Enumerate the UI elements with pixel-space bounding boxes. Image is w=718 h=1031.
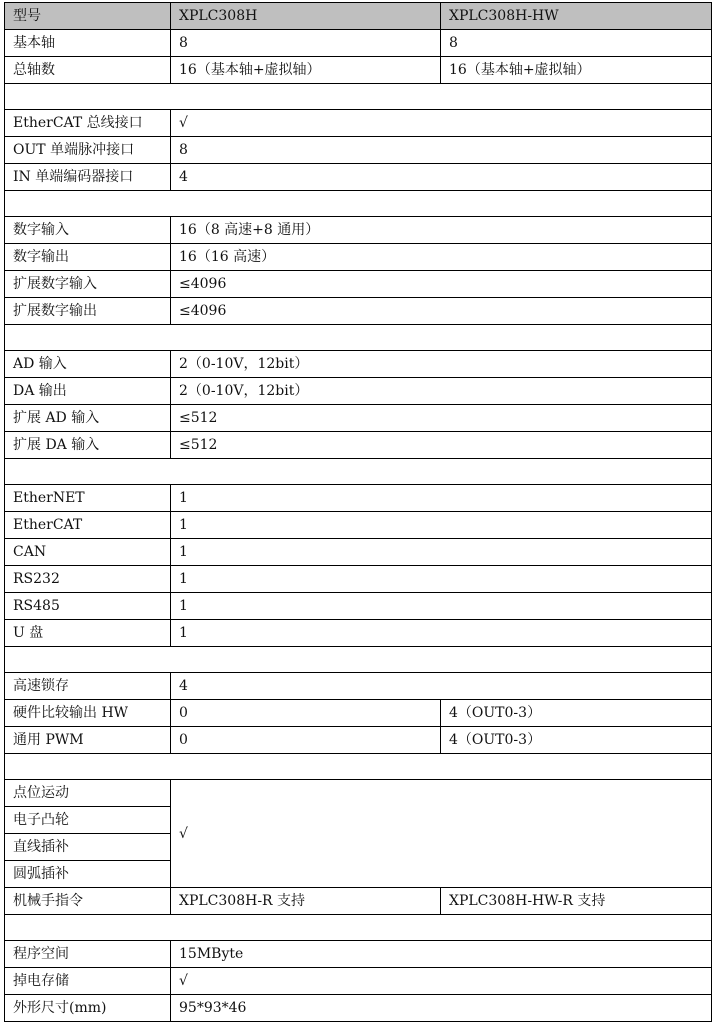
row-label: RS485 — [5, 593, 171, 620]
row-value: 1 — [171, 593, 712, 620]
row-value: 1 — [171, 512, 712, 539]
spacer-row — [5, 647, 712, 673]
row-value: 95*93*46 — [171, 995, 712, 1022]
row-value: √ — [171, 110, 712, 137]
spacer-cell — [5, 647, 712, 673]
table-row — [5, 378, 712, 405]
table-row — [5, 968, 712, 995]
row-label: 点位运动 — [5, 780, 171, 807]
row-label: 总轴数 — [5, 57, 171, 84]
row-value: 16（基本轴+虚拟轴） — [441, 57, 712, 84]
table-row — [5, 271, 712, 298]
motion-check-cell: √ — [171, 780, 712, 888]
row-value: 2（0-10V，12bit） — [171, 351, 712, 378]
table-row — [5, 780, 712, 807]
table-row — [5, 432, 712, 459]
row-value: 15MByte — [171, 941, 712, 968]
table-row — [5, 57, 712, 84]
header-model-b: XPLC308H-HW — [441, 3, 712, 30]
table-row — [5, 405, 712, 432]
row-label: 外形尺寸(mm) — [5, 995, 171, 1022]
row-value: ≤512 — [171, 405, 712, 432]
row-label: 基本轴 — [5, 30, 171, 57]
row-label: 扩展 AD 输入 — [5, 405, 171, 432]
row-label: 数字输出 — [5, 244, 171, 271]
row-label: 扩展 DA 输入 — [5, 432, 171, 459]
table-row — [5, 512, 712, 539]
table-row — [5, 673, 712, 700]
row-value: XPLC308H-HW-R 支持 — [441, 888, 712, 915]
table-row — [5, 485, 712, 512]
spacer-cell — [5, 459, 712, 485]
table-row — [5, 110, 712, 137]
row-value: 4 — [171, 673, 712, 700]
row-label: 直线插补 — [5, 834, 171, 861]
table-row — [5, 995, 712, 1022]
spacer-cell — [5, 325, 712, 351]
row-value: 1 — [171, 566, 712, 593]
row-label: OUT 单端脉冲接口 — [5, 137, 171, 164]
row-label: 扩展数字输出 — [5, 298, 171, 325]
table-row — [5, 566, 712, 593]
row-label: EtherCAT — [5, 512, 171, 539]
row-label: 硬件比较输出 HW — [5, 700, 171, 727]
row-label: CAN — [5, 539, 171, 566]
row-label: U 盘 — [5, 620, 171, 647]
table-row — [5, 244, 712, 271]
row-label: EtherCAT 总线接口 — [5, 110, 171, 137]
table-row — [5, 298, 712, 325]
spacer-cell — [5, 84, 712, 110]
row-label: 掉电存储 — [5, 968, 171, 995]
spacer-cell — [5, 754, 712, 780]
table-row — [5, 137, 712, 164]
row-value: ≤512 — [171, 432, 712, 459]
row-value: 4 — [171, 164, 712, 191]
table-row — [5, 888, 712, 915]
table-row — [5, 217, 712, 244]
row-value: 16（16 高速） — [171, 244, 712, 271]
row-value: 1 — [171, 620, 712, 647]
spacer-row — [5, 325, 712, 351]
row-label: 机械手指令 — [5, 888, 171, 915]
row-value: √ — [171, 968, 712, 995]
row-label: RS232 — [5, 566, 171, 593]
header-model-a: XPLC308H — [171, 3, 441, 30]
row-value: 4（OUT0-3） — [441, 700, 712, 727]
row-value: ≤4096 — [171, 271, 712, 298]
table-row — [5, 727, 712, 754]
table-row — [5, 700, 712, 727]
header-row — [5, 3, 712, 30]
row-label: 程序空间 — [5, 941, 171, 968]
row-value: 2（0-10V，12bit） — [171, 378, 712, 405]
table-row — [5, 620, 712, 647]
row-label: 数字输入 — [5, 217, 171, 244]
row-label: IN 单端编码器接口 — [5, 164, 171, 191]
header-model-label: 型号 — [5, 3, 171, 30]
row-label: 扩展数字输入 — [5, 271, 171, 298]
table-row — [5, 164, 712, 191]
table-row — [5, 941, 712, 968]
table-row — [5, 539, 712, 566]
spacer-row — [5, 191, 712, 217]
table-row — [5, 30, 712, 57]
row-value: 8 — [171, 137, 712, 164]
row-value: 16（基本轴+虚拟轴） — [171, 57, 441, 84]
row-label: AD 输入 — [5, 351, 171, 378]
row-value: 1 — [171, 539, 712, 566]
spacer-cell — [5, 915, 712, 941]
row-label: 电子凸轮 — [5, 807, 171, 834]
row-value: XPLC308H-R 支持 — [171, 888, 441, 915]
row-label: 圆弧插补 — [5, 861, 171, 888]
row-value: 8 — [441, 30, 712, 57]
table-row — [5, 593, 712, 620]
spec-table — [4, 2, 712, 1022]
spacer-row — [5, 84, 712, 110]
row-value: 1 — [171, 485, 712, 512]
spacer-cell — [5, 191, 712, 217]
row-value: ≤4096 — [171, 298, 712, 325]
table-row — [5, 351, 712, 378]
spacer-row — [5, 915, 712, 941]
row-label: 高速锁存 — [5, 673, 171, 700]
spacer-row — [5, 459, 712, 485]
row-value: 0 — [171, 727, 441, 754]
row-label: DA 输出 — [5, 378, 171, 405]
row-label: 通用 PWM — [5, 727, 171, 754]
row-value: 8 — [171, 30, 441, 57]
row-label: EtherNET — [5, 485, 171, 512]
row-value: 0 — [171, 700, 441, 727]
row-value: 4（OUT0-3） — [441, 727, 712, 754]
spacer-row — [5, 754, 712, 780]
row-value: 16（8 高速+8 通用） — [171, 217, 712, 244]
